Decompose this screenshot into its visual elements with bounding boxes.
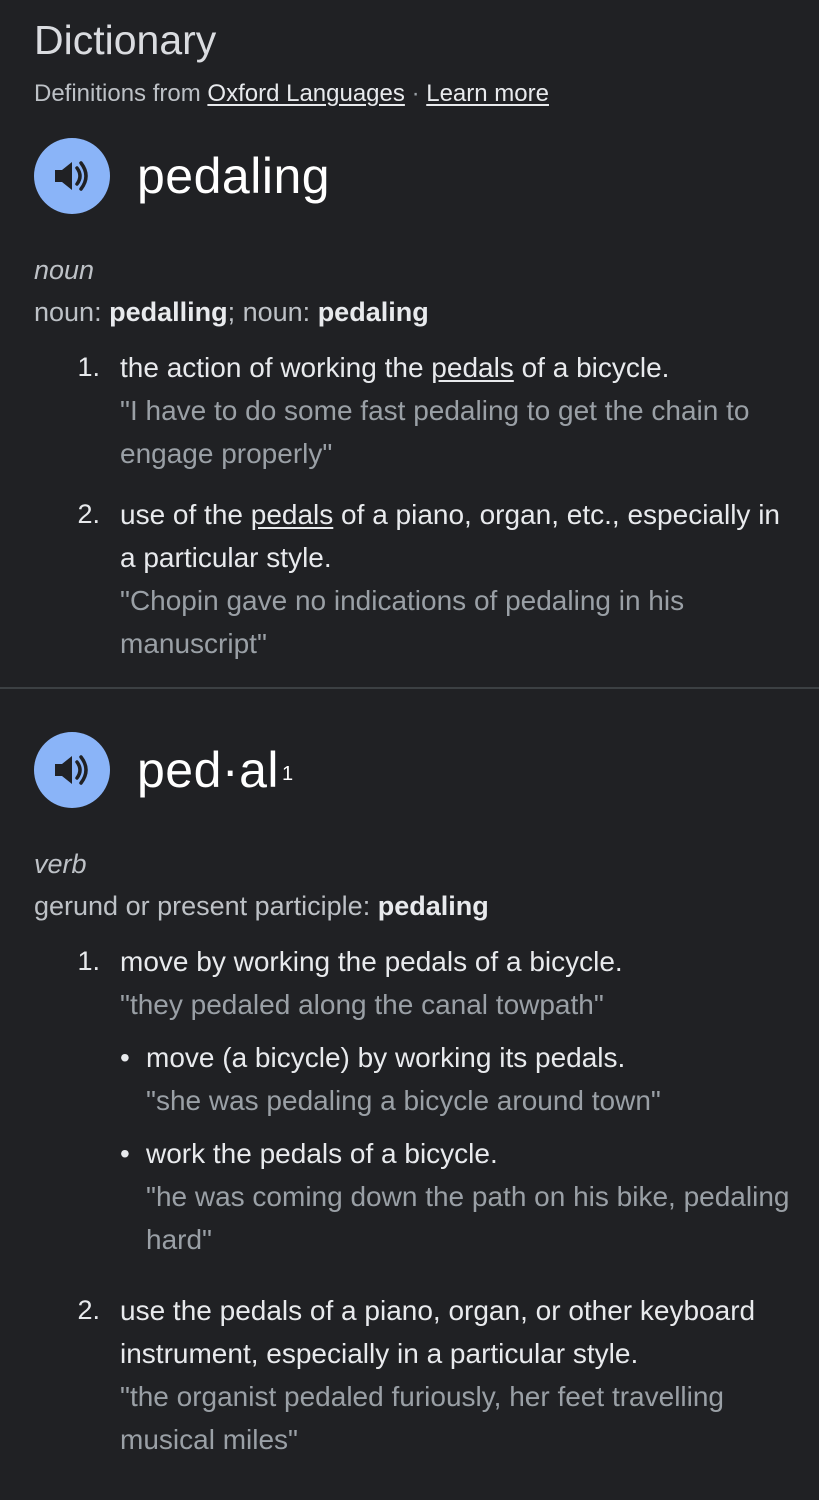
definition — [120, 346, 794, 389]
example: "I have to do some fast pedaling to get the chain to engage properly" — [120, 395, 750, 469]
source-separator: · — [411, 80, 420, 107]
sub-sense-item — [120, 1132, 794, 1261]
example: "she was pedaling a bicycle around town" — [146, 1085, 661, 1116]
sense-number: 2. — [77, 499, 100, 529]
entry-pedaling — [34, 138, 794, 683]
word-forms — [34, 294, 794, 330]
entry-pedal — [34, 732, 794, 1479]
sense-body — [120, 1289, 794, 1461]
sense-list — [34, 940, 794, 1461]
sub-sense-body — [146, 1036, 661, 1122]
definition-text: the action of working the — [120, 352, 432, 383]
definition-text: of a piano, organ, etc., especially in a particular style. — [120, 499, 780, 573]
word-row — [34, 732, 794, 808]
headword — [137, 740, 294, 800]
form-separator: ; — [227, 297, 243, 327]
form-label: gerund or present participle: — [34, 891, 378, 921]
example: "the organist pedaled furiously, her feet travelling musical miles" — [120, 1381, 724, 1455]
sub-sense-list — [120, 1036, 794, 1261]
dictionary-header — [34, 14, 794, 110]
sense-item — [34, 1289, 794, 1461]
speaker-icon — [53, 753, 91, 787]
sense-list — [34, 346, 794, 665]
form-value: pedaling — [377, 891, 489, 921]
definition: work the pedals of a bicycle. — [146, 1138, 498, 1169]
form-label: noun: — [242, 297, 318, 327]
speaker-icon — [53, 159, 91, 193]
sense-number: 1. — [77, 352, 100, 382]
headword — [137, 146, 330, 206]
sub-sense-body — [146, 1132, 794, 1261]
example: "he was coming down the path on his bike, pedaling hard" — [146, 1181, 790, 1255]
source-line — [34, 78, 794, 110]
bullet: • — [120, 1042, 130, 1073]
learn-more-link[interactable]: Learn more — [426, 80, 549, 107]
pedals-link[interactable]: pedals — [250, 499, 334, 530]
headword-text: pedaling — [137, 148, 331, 204]
word-row — [34, 138, 794, 214]
source-prefix: Definitions from — [34, 80, 201, 107]
sense-body — [120, 940, 794, 1271]
form-label: noun: — [34, 297, 110, 327]
pronunciation-button[interactable] — [34, 732, 110, 808]
form-value: pedalling — [109, 297, 228, 327]
oxford-languages-link[interactable]: Oxford Languages — [207, 80, 405, 107]
sense-body — [120, 493, 794, 665]
example: "they pedaled along the canal towpath" — [120, 989, 604, 1020]
sense-number: 1. — [77, 946, 100, 976]
homograph-number: 1 — [282, 763, 294, 785]
definition: use the pedals of a piano, organ, or other keyboard instrument, especially in a particular style. — [120, 1295, 756, 1369]
part-of-speech: noun — [34, 255, 95, 285]
bullet: • — [120, 1138, 130, 1169]
word-forms — [34, 888, 794, 924]
sense-item — [34, 346, 794, 475]
definition-text: of a bicycle. — [513, 352, 670, 383]
sense-number: 2. — [77, 1295, 100, 1325]
sense-item — [34, 493, 794, 665]
definition-text: use of the — [120, 499, 251, 530]
form-value: pedaling — [317, 297, 429, 327]
pedals-link[interactable]: pedals — [431, 352, 514, 383]
definition: move (a bicycle) by working its pedals. — [146, 1042, 626, 1073]
sense-item — [34, 940, 794, 1271]
definition: move by working the pedals of a bicycle. — [120, 946, 623, 977]
pronunciation-button[interactable] — [34, 138, 110, 214]
headword-text: ped·al — [137, 742, 279, 798]
example: "Chopin gave no indications of pedaling in his manuscript" — [120, 585, 685, 659]
definition — [120, 493, 794, 579]
sense-body — [120, 346, 794, 475]
dictionary-title: Dictionary — [34, 17, 217, 63]
sub-sense-item — [120, 1036, 794, 1122]
entry-divider — [0, 687, 819, 689]
part-of-speech: verb — [34, 849, 87, 879]
